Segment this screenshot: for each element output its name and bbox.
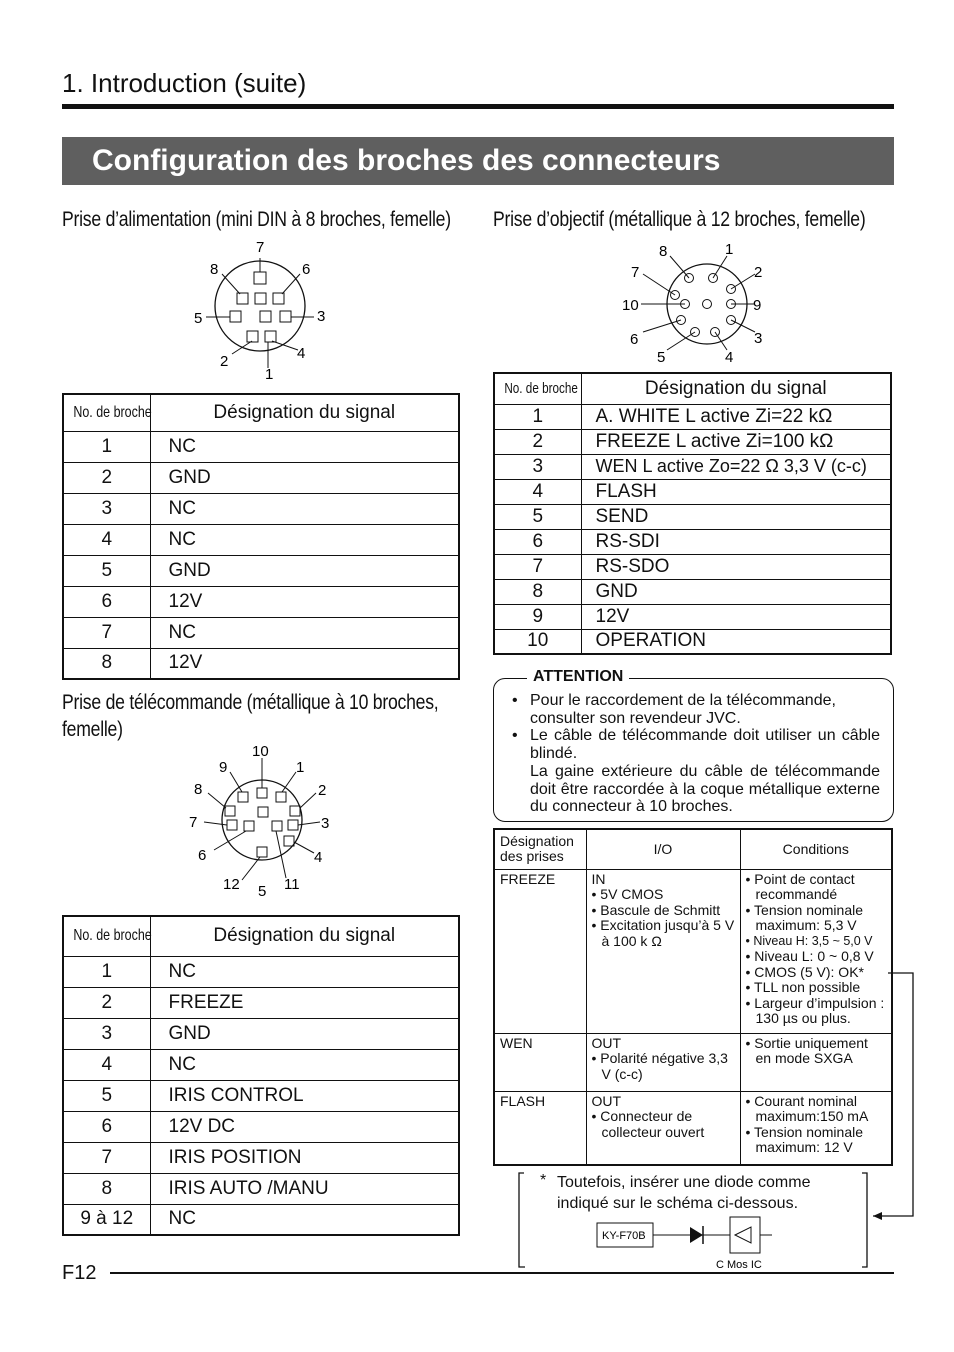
pin-label: 3 (317, 308, 326, 325)
lens-connector-title: Prise d’objectif (métallique à 12 broches, femelle) (493, 208, 866, 231)
table-row: 4 NC (63, 1049, 459, 1080)
table-row: 9 à 12 NC (63, 1204, 459, 1235)
pin-label: 9 (219, 759, 228, 776)
pin-label: 1 (296, 759, 305, 776)
remote-connector-title: Prise de télécommande (métallique à 10 broches, (62, 691, 439, 714)
attention-title: ATTENTION (527, 668, 629, 686)
table-row: 3 NC (63, 493, 459, 524)
footnote-star: * (540, 1172, 547, 1189)
pin-label: 11 (284, 876, 300, 893)
section-heading: 1. Introduction (suite) (62, 68, 307, 98)
table-row: 5 GND (63, 555, 459, 586)
table-row: 7 IRIS POSITION (63, 1142, 459, 1173)
pin-label: 8 (210, 261, 219, 278)
table-row: 8 12V (63, 648, 459, 679)
table-row: 5 SEND (494, 504, 891, 529)
pin-label: 6 (198, 847, 207, 864)
pin-label: 2 (754, 264, 763, 281)
pin-label: 5 (194, 310, 203, 327)
pin-label: 12 (223, 876, 240, 893)
table-row: 4 FLASH (494, 479, 891, 504)
pin-label: 1 (725, 241, 734, 258)
header-port: Désignation des prises (494, 829, 586, 869)
bullet-icon: • (512, 692, 518, 709)
pin-label: 4 (725, 349, 734, 365)
table-row: 2 FREEZE L active Zi=100 kΩ (494, 429, 891, 454)
device-label: KY-F70B (602, 1230, 646, 1242)
pin-label: 8 (194, 781, 203, 798)
table-row: 6 12V (63, 586, 459, 617)
table-row: WEN OUT • Polarité négative 3,3 V (c-c) • Sortie uniquement en mode SXGA (494, 1033, 892, 1091)
header-signal: Désignation du signal (150, 394, 459, 431)
pin-label: 2 (318, 782, 327, 799)
table-row: FLASH OUT • Connecteur de collecteur ouvert • Courant nominal maximum:150 mA • Tension nominale maximum: 12 V (494, 1091, 892, 1165)
table-row: 2 GND (63, 462, 459, 493)
pin-label: 7 (189, 814, 198, 831)
table-row: 6 RS-SDI (494, 529, 891, 554)
pin-label: 5 (657, 349, 666, 365)
pin-label: 10 (252, 743, 269, 760)
header-pin-number: No. de broche (73, 394, 141, 431)
page-title: Configuration des broches des connecteurs (92, 144, 721, 177)
table-row: 3 WEN L active Zo=22 Ω 3,3 V (c-c) (494, 454, 891, 479)
remote-connector-title-cont: femelle) (62, 718, 123, 741)
pin-label: 4 (314, 849, 323, 866)
pin-label: 2 (220, 353, 229, 370)
table-row: FREEZE IN • 5V CMOS • Bascule de Schmitt • Excitation jusqu’à 5 V à 100 k Ω • Point de contact recommandé • Tension nominale maximum: 5,3 V • Niveau H: 3,5 ~ 5,0 V • Niveau L: 0 ~ 0,8 V • CMOS (5 V): OK* • TLL non possible • Largeur d’impulsion : 130 µs ou plus. (494, 869, 892, 1033)
header-signal: Désignation du signal (581, 373, 891, 404)
pin-label: 8 (659, 243, 668, 260)
pin-label: 1 (265, 366, 274, 383)
table-row: 10 OPERATION (494, 629, 891, 654)
table-row: 5 IRIS CONTROL (63, 1080, 459, 1111)
table-row: 4 NC (63, 524, 459, 555)
table-row: 8 GND (494, 579, 891, 604)
pin-label: 9 (753, 297, 762, 314)
ic-label: C Mos IC (716, 1259, 762, 1271)
header-pin-number: No. de broche (73, 916, 141, 956)
pin-label: 3 (321, 815, 330, 832)
attention-item-note: La gaine extérieure du câble de télécommande doit être raccordée à la coque métallique externe du connecteur à 10 broches. (530, 763, 880, 815)
table-row: 2 FREEZE (63, 987, 459, 1018)
pin-label: 4 (297, 345, 306, 362)
diode-diagram (510, 965, 920, 1275)
power-pin-table (62, 393, 460, 680)
pin-label: 6 (302, 261, 311, 278)
footnote-text: Toutefois, insérer une diode comme indiqué sur le schéma ci-dessous. (557, 1174, 811, 1212)
remote-pin-table (62, 915, 460, 1236)
lens-pin-table (493, 372, 892, 655)
pin-label: 7 (256, 239, 265, 256)
table-row: 1 NC (63, 956, 459, 987)
table-row: 1 NC (63, 431, 459, 462)
bottom-rule (110, 1272, 894, 1274)
attention-item: Le câble de télécommande doit utiliser un câble blindé. (530, 727, 880, 762)
header-signal: Désignation du signal (150, 916, 459, 956)
table-row: 6 12V DC (63, 1111, 459, 1142)
table-row: 3 GND (63, 1018, 459, 1049)
table-row: 7 NC (63, 617, 459, 648)
attention-item: Pour le raccordement de la télécommande, consulter son revendeur JVC. (530, 692, 836, 727)
pin-label: 3 (754, 330, 763, 347)
page-number: F12 (62, 1262, 97, 1284)
pin-label: 7 (631, 264, 640, 281)
pin-label: 6 (630, 331, 639, 348)
table-row: 7 RS-SDO (494, 554, 891, 579)
pin-label: 10 (622, 297, 639, 314)
lens-connector-diagram (615, 240, 775, 365)
top-rule (62, 104, 894, 109)
header-pin-number: No. de broche (504, 373, 572, 404)
table-row: 8 IRIS AUTO /MANU (63, 1173, 459, 1204)
remote-connector-diagram (180, 740, 340, 900)
power-connector-title: Prise d’alimentation (mini DIN à 8 broches, femelle) (62, 208, 451, 231)
table-row: 1 A. WHITE L active Zi=22 kΩ (494, 404, 891, 429)
title-banner (62, 137, 894, 185)
pin-label: 5 (258, 883, 267, 900)
bullet-icon: • (512, 727, 518, 744)
header-conditions: Conditions (740, 829, 892, 869)
table-row: 9 12V (494, 604, 891, 629)
power-connector-diagram (190, 238, 340, 383)
header-io: I/O (586, 829, 740, 869)
